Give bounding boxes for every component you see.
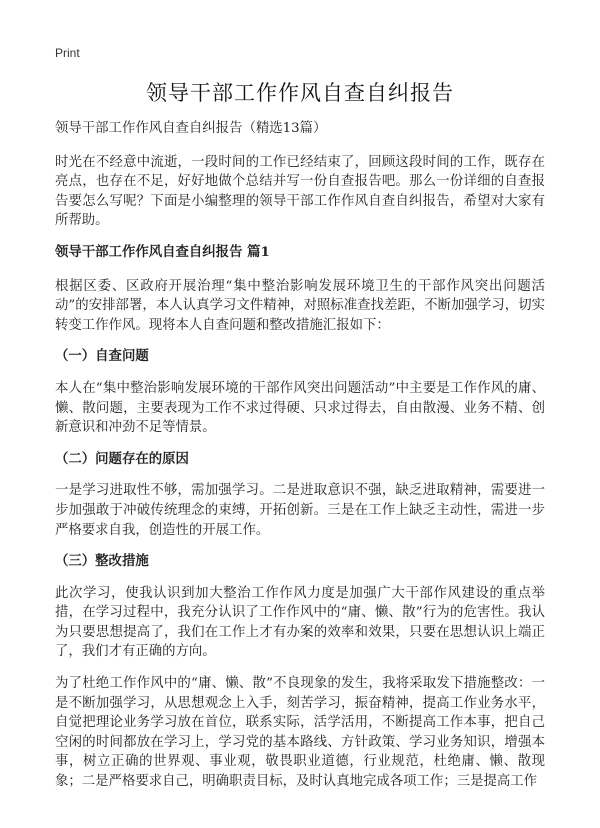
intro-paragraph: 时光在不经意中流逝，一段时间的工作已经结束了，回顾这段时间的工作，既存在亮点，也存在不足，好好地做个总结并写一份自查报告吧。那么一份详细的自查报告要怎么写呢？下面是小编整理的领导干部工作作风自查自纠报告，希望对大家有所帮助。 xyxy=(55,154,545,229)
print-link[interactable]: Print xyxy=(55,46,80,60)
subsection-paragraph-measures-1: 此次学习，使我认识到加大整治工作作风力度是加强广大干部作风建设的重点举措，在学习过程中，我充分认识了工作作风中的“庸、懒、散”行为的危害性。我认为只要思想提高了，我们在工作上才有办案的效率和效果，只要在思想认识上端正了，我们才有正确的方向。 xyxy=(55,585,545,660)
subsection-heading-causes: （二）问题存在的原因 xyxy=(55,450,189,467)
document-title: 领导干部工作作风自查自纠报告 xyxy=(146,81,454,105)
subsection-paragraph-measures-2: 为了杜绝工作作风中的“庸、懒、散”不良现象的发生，我将采取发下措施整改：一是不断加强学习，从思想观念上入手，刻苦学习，振奋精神，提高工作业务水平，自觉把理论业务学习放在首位，联系实际，活学活用，不断提高工作本事，把自己空闲的时间都放在学习上，学习党的基本路线、方针政策、学习业务知识，增强本事，树立正确的世界观、事业观，敬畏职业道德，行业规范，杜绝庸、懒、散现象；二是严格要求自己，明确职责目标，及时认真地完成各项工作；三是提高工作 xyxy=(55,676,545,790)
document-body xyxy=(55,119,545,804)
section-heading: 领导干部工作作风自查自纠报告 篇1 xyxy=(55,243,270,260)
section-paragraph: 根据区委、区政府开展治理“集中整治影响发展环境卫生的干部作风突出问题活动”的安排部署，本人认真学习文件精神，对照标准查找差距，不断加强学习，切实转变工作作风。现将本人自查问题和整改措施汇报如下： xyxy=(55,278,545,333)
subsection-heading-measures: （三）整改措施 xyxy=(55,553,149,570)
subsection-paragraph-causes: 一是学习进取性不够，需加强学习。二是进取意识不强，缺乏进取精神，需要进一步加强敢于冲破传统理念的束缚，开拓创新。三是在工作上缺乏主动性，需进一步严格要求自我，创造性的开展工作。 xyxy=(55,483,545,538)
document-subtitle: 领导干部工作作风自查自纠报告（精选13篇） xyxy=(55,121,327,136)
subsection-heading-self-check: （一）自查问题 xyxy=(55,348,149,365)
subsection-paragraph-self-check: 本人在“集中整治影响发展环境的干部作风突出问题活动”中主要是工作作风的庸、懒、散问题，主要表现为工作不求过得硬、只求过得去，自由散漫、业务不精、创新意识和冲劲不足等情景。 xyxy=(55,380,545,436)
